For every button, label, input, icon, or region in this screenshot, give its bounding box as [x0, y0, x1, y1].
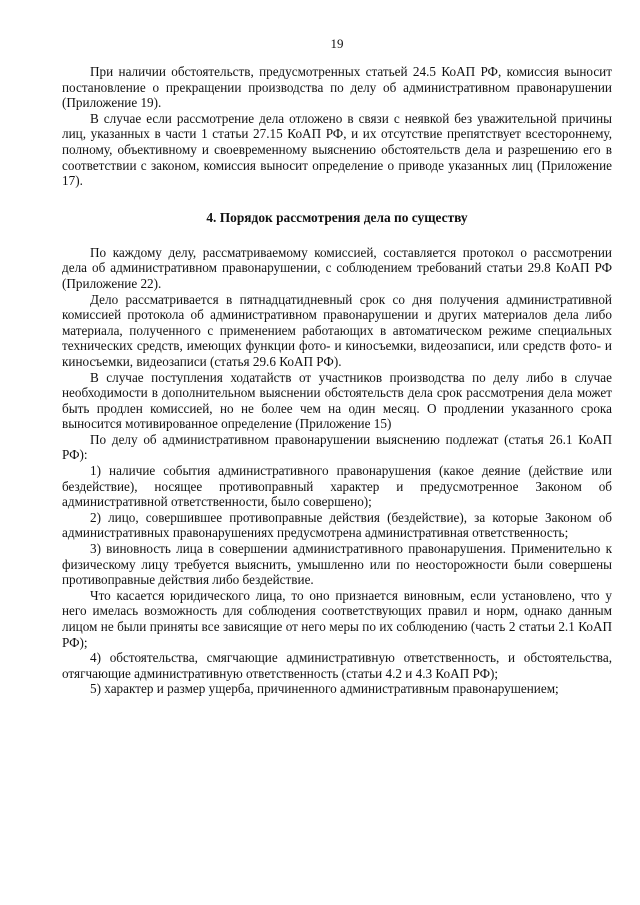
- section-heading: 4. Порядок рассмотрения дела по существу: [206, 209, 468, 225]
- list-item-3: 3) виновность лица в совершении административного правонарушения. Применительно к физическому лицу требуется выяснить, умышленно или по неосторожности были совершены противоправные действия либо бездействие.: [62, 541, 612, 588]
- paragraph-termination: При наличии обстоятельств, предусмотренных статьей 24.5 КоАП РФ, комиссия выносит постановление о прекращении производства по делу об административном правонарушении (Приложение 19).: [62, 64, 612, 111]
- paragraph-postponement: В случае если рассмотрение дела отложено в связи с неявкой без уважительной причины лиц, указанных в части 1 статьи 27.15 КоАП РФ, и их отсутствие препятствует всестороннему, полному, объективному и своевременному выяснению обстоятельств дела и разрешению его в соответствии с законом, комиссия выносит определение о приводе указанных лиц (Приложение 17).: [62, 110, 612, 189]
- list-item-2: 2) лицо, совершившее противоправные действия (бездействие), за которые Законом об административных правонарушениях предусмотрена административная ответственность;: [62, 509, 612, 541]
- paragraph-protocol: По каждому делу, рассматриваемому комиссией, составляется протокол о рассмотрении дела об административном правонарушении, с соблюдением требований статьи 29.8 КоАП РФ (Приложение 22).: [62, 244, 612, 291]
- list-item-4: 4) обстоятельства, смягчающие административную ответственность, и обстоятельства, отягчающие административную ответственность (статьи 4.2 и 4.3 КоАП РФ);: [62, 650, 612, 681]
- paragraph-term: Дело рассматривается в пятнадцатидневный срок со дня получения административной комиссией протокола об административном правонарушении и других материалов дела либо материала, полученного с применением работающих в автоматическом режиме специальных технических средств, имеющих функции фото- и киносъемки, видеозаписи, или средств фото- и киносъемки, видеозаписи (статья 29.6 КоАП РФ).: [62, 291, 612, 369]
- list-item-5: 5) характер и размер ущерба, причиненного административным правонарушением;: [90, 681, 559, 697]
- paragraph-extension: В случае поступления ходатайств от участников производства по делу либо в случае необходимости в дополнительном выяснении обстоятельств дела срок рассмотрения дела может быть продлен комиссией, но не более чем на один месяц. О продлении указанного срока выносится мотивированное определение (Приложение 15): [62, 369, 612, 432]
- paragraph-clarification: По делу об административном правонарушении выяснению подлежат (статья 26.1 КоАП РФ):: [62, 431, 612, 463]
- page-number: 19: [330, 36, 344, 51]
- list-item-1: 1) наличие события административного правонарушения (какое деяние (действие или бездействие), носящее противоправный характер и предусмотренное Законом об административной ответственности, было совершено);: [62, 463, 612, 510]
- paragraph-legal-entity: Что касается юридического лица, то оно признается виновным, если установлено, что у него имелась возможность для соблюдения соответствующих правил и норм, однако данным лицом не были приняты все зависящие от него меры по их соблюдению (часть 2 статьи 2.1 КоАП РФ);: [62, 587, 612, 650]
